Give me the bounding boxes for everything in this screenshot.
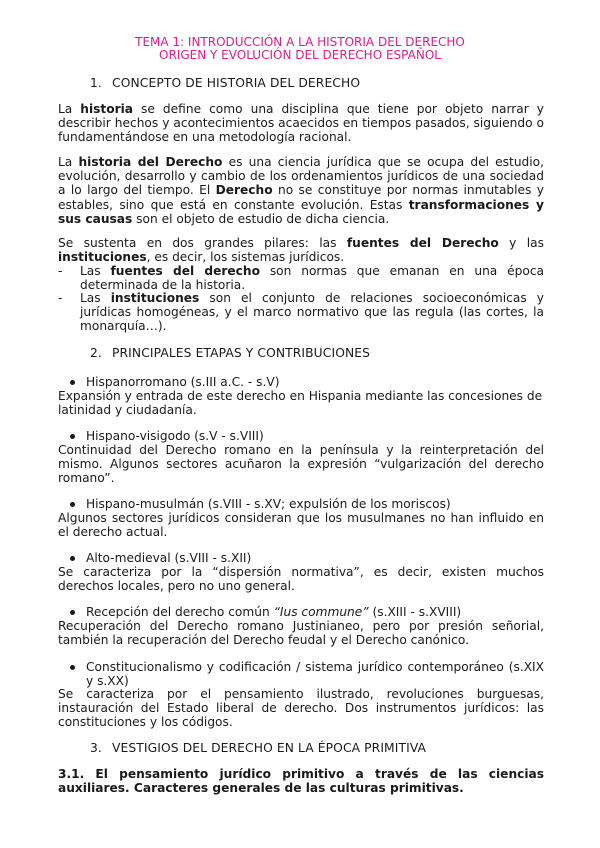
section-2-title: PRINCIPALES ETAPAS Y CONTRIBUCIONES: [112, 346, 371, 360]
stage-bullet: Constitucionalismo y codificación / sistema jurídico contemporáneo (s.XIX y s.XX): [70, 660, 544, 688]
stage-bullet: Recepción del derecho común “Ius commune” (s.XIII - s.XVIII): [70, 605, 544, 619]
bullet-dot: [70, 502, 75, 507]
section-2-heading: [90, 346, 370, 360]
stage-description: Algunos sectores jurídicos consideran que los musulmanes no han influido en el derecho actual.: [58, 511, 544, 540]
list-item-instituciones: - Las instituciones son el conjunto de relaciones socioeconómicas y jurídicas homogéneas, y el marco normativo que las regula (las cortes, la monarquía…).: [58, 291, 545, 334]
section-1-title: CONCEPTO DE HISTORIA DEL DERECHO: [112, 76, 361, 90]
dash-marker: -: [58, 264, 63, 278]
stage-description: Se caracteriza por el pensamiento ilustrado, revoluciones burguesas, instauración del Estado liberal de derecho. Dos instrumentos jurídicos: las constituciones y los códigos.: [58, 687, 544, 730]
stage-bullet: Hispano-musulmán (s.VIII - s.XV; expulsión de los moriscos): [70, 497, 544, 511]
bullet-dot: [70, 610, 75, 615]
paragraph-historia-derecho: La historia del Derecho es una ciencia jurídica que se ocupa del estudio, evolución, desarrollo y cambio de los ordenamientos jurídicos de una sociedad a lo largo del tiempo. El Derecho no se constituye por normas inmutables y estables, sino que está en constante evolución. Estas transformaciones y sus causas son el objeto de estudio de dicha ciencia.: [58, 155, 545, 226]
stage-description: Continuidad del Derecho romano en la península y la reinterpretación del mismo. Algunos sectores acuñaron la expresión “vulgarización del derecho romano”.: [58, 443, 544, 486]
bullet-dot: [70, 556, 75, 561]
paragraph-historia: La historia se define como una disciplina que tiene por objeto narrar y describir hechos y acontecimientos acaecidos en tiempos pasados, siguiendo o fundamentándose en una metodología racional.: [58, 102, 545, 145]
paragraph-pilares: Se sustenta en dos grandes pilares: las fuentes del Derecho y las instituciones, es decir, los sistemas jurídicos.: [58, 236, 544, 265]
stage-bullet: Alto-medieval (s.VIII - s.XII): [70, 551, 544, 565]
title-line-2: ORIGEN Y EVOLUCIÓN DEL DERECHO ESPAÑOL: [159, 48, 441, 62]
stage-bullet: Hispanorromano (s.III a.C. - s.V): [70, 375, 544, 389]
section-3-title: VESTIGIOS DEL DERECHO EN LA ÉPOCA PRIMITIVA: [112, 741, 427, 755]
dash-marker: -: [58, 291, 63, 305]
stage-description: Se caracteriza por la “dispersión normativa”, es decir, existen muchos derechos locales, pero no uno general.: [58, 565, 544, 594]
bullet-dot: [70, 380, 75, 385]
stage-description: Expansión y entrada de este derecho en Hispania mediante las concesiones de latinidad y ciudadanía.: [58, 389, 543, 418]
bullet-dot: [70, 665, 75, 670]
section-3-number: 3.: [90, 741, 102, 755]
subsection-3-1: 3.1. El pensamiento jurídico primitivo a través de las ciencias auxiliares. Caracteres generales de las culturas primitivas.: [58, 767, 544, 796]
section-1-number: 1.: [90, 76, 102, 90]
section-2-number: 2.: [90, 346, 102, 360]
stage-bullet: Hispano-visigodo (s.V - s.VIII): [70, 429, 544, 443]
bullet-dot: [70, 434, 75, 439]
section-3-heading: [90, 741, 426, 755]
section-1-heading: [90, 76, 360, 90]
title-line-1: TEMA 1: INTRODUCCIÓN A LA HISTORIA DEL DERECHO: [135, 35, 465, 49]
stage-description: Recuperación del Derecho romano Justinianeo, pero por presión señorial, también la recuperación del Derecho feudal y el Derecho canónico.: [58, 619, 544, 648]
list-item-fuentes: - Las fuentes del derecho son normas que emanan en una época determinada de la historia.: [58, 264, 544, 293]
